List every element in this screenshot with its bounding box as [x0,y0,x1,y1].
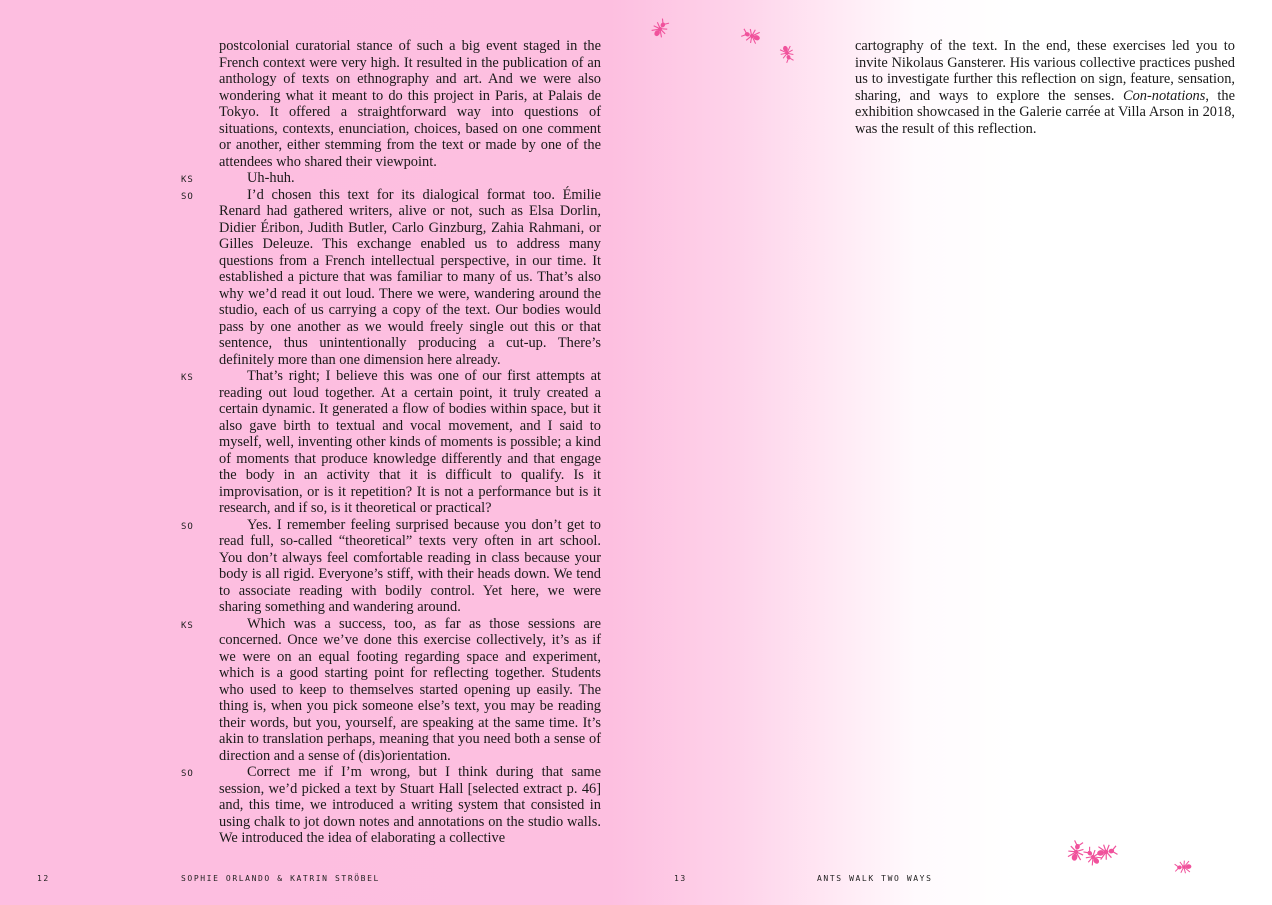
ant-icon [738,22,766,50]
page-number-right: 13 [674,874,687,883]
paragraph-text: Which was a success, too, as far as those sessions are concerned. Once we’ve done this exercise collectively, it’s as if we were on an equal footing regarding space and experiment, which is a good starting point for reflecting together. Students who used to keep to themselves started opening up easily. The thing is, when you pick someone else’s text, you may be reading their words, but you, yourself, are speaking at the same time. It’s akin to translation perhaps, meaning that you need both a sense of direction and a sense of (dis)orientation. [219,615,601,764]
paragraph-text: Uh-huh. [247,170,295,186]
speaker-label: SO [181,191,194,202]
speaker-label: KS [181,620,194,631]
running-head-left: SOPHIE ORLANDO & KATRIN STRÖBEL [181,874,380,883]
paragraph-text: Correct me if I’m wrong, but I think during that same session, we’d picked a text by Stuart Hall [selected extract p. 46] and, this time, we introduced a writing system that consisted in using chalk to jot down notes and annotations on the studio walls. We introduced the idea of elaborating a collective [219,764,601,846]
paragraph-4 [181,368,601,517]
paragraph-continuation [855,38,1235,137]
paragraph-6 [181,615,601,765]
speaker-label: SO [181,521,194,532]
paragraph-text: cartography of the text. In the end, these exercises led you to invite Nikolaus Gansterer. His various collective practices pushed us to investigate further this reflection on sign, feature, sensation, sharing, and ways to explore the senses. [855,38,1235,104]
paragraph-text-end: , the exhibition showcased in the Galerie carrée at Villa Arson in 2018, was the result of this reflection. [855,87,1235,137]
left-page-body [181,38,601,847]
paragraph-text: That’s right; I believe this was one of our first attempts at reading out loud together. At a certain point, it truly created a certain dynamic. It generated a flow of bodies within space, but it also gave birth to textual and vocal movement, and I said to myself, well, inventing other kinds of moments is possible; a kind of moments that produce knowledge differently and that engage the body in an activity that it is difficult to qualify. Is it improvisation, or is it repetition? It is not a performance but is it research, and if so, is it theoretical or practical? [219,368,601,516]
right-page-body [855,38,1235,137]
exhibition-title: Con-notations [1122,87,1206,104]
paragraph-text: postcolonial curatorial stance of such a big event staged in the French context were very high. It resulted in the publication of an anthology of texts on ethnography and art. And we were also wondering what it meant to do this project in Paris, at Palais de Tokyo. It offered a straightforward way into questions of situations, contexts, enunciation, choices, based on one comment or another, either stemming from the text or made by one of the attendees who shared their viewpoint. [219,38,601,170]
ant-icon [1092,838,1120,866]
paragraph-5 [181,516,601,616]
paragraph-7 [181,764,601,847]
paragraph-3 [181,186,601,369]
ant-icon [1173,856,1195,878]
ant-icon [645,14,676,45]
page-number-left: 12 [37,874,50,883]
speaker-label: KS [181,373,194,383]
ant-icon [774,40,800,66]
paragraph-1 [219,38,601,170]
paragraph-text: Yes. I remember feeling surprised because you don’t get to read full, so-called “theoretical” texts very often in art school. You don’t always feel comfortable reading in class because your body is all rigid. Everyone’s stiff, with their heads down. We tend to associate reading with bodily control. Yet here, we were sharing something and wandering around. [219,516,601,615]
paragraph-2 [181,170,601,187]
running-head-right: ANTS WALK TWO WAYS [817,874,933,883]
speaker-label: KS [181,175,194,185]
speaker-label: SO [181,769,194,779]
paragraph-text: I’d chosen this text for its dialogical format too. Émilie Renard had gathered writers, alive or not, such as Elsa Dorlin, Didier Éribon, Judith Butler, Carlo Ginzburg, Zahia Rahmani, or Gilles Deleuze. This exchange enabled us to address many questions from a French intellectual perspective, in our time. It established a picture that was familiar to many of us. That’s also why we’d read it out loud. There we were, wandering around the studio, each of us carrying a copy of the text. Our bodies would pass by one another as we would freely single out this or that sentence, thus unintentionally producing a cut-up. There’s definitely more than one dimension here already. [219,186,601,368]
